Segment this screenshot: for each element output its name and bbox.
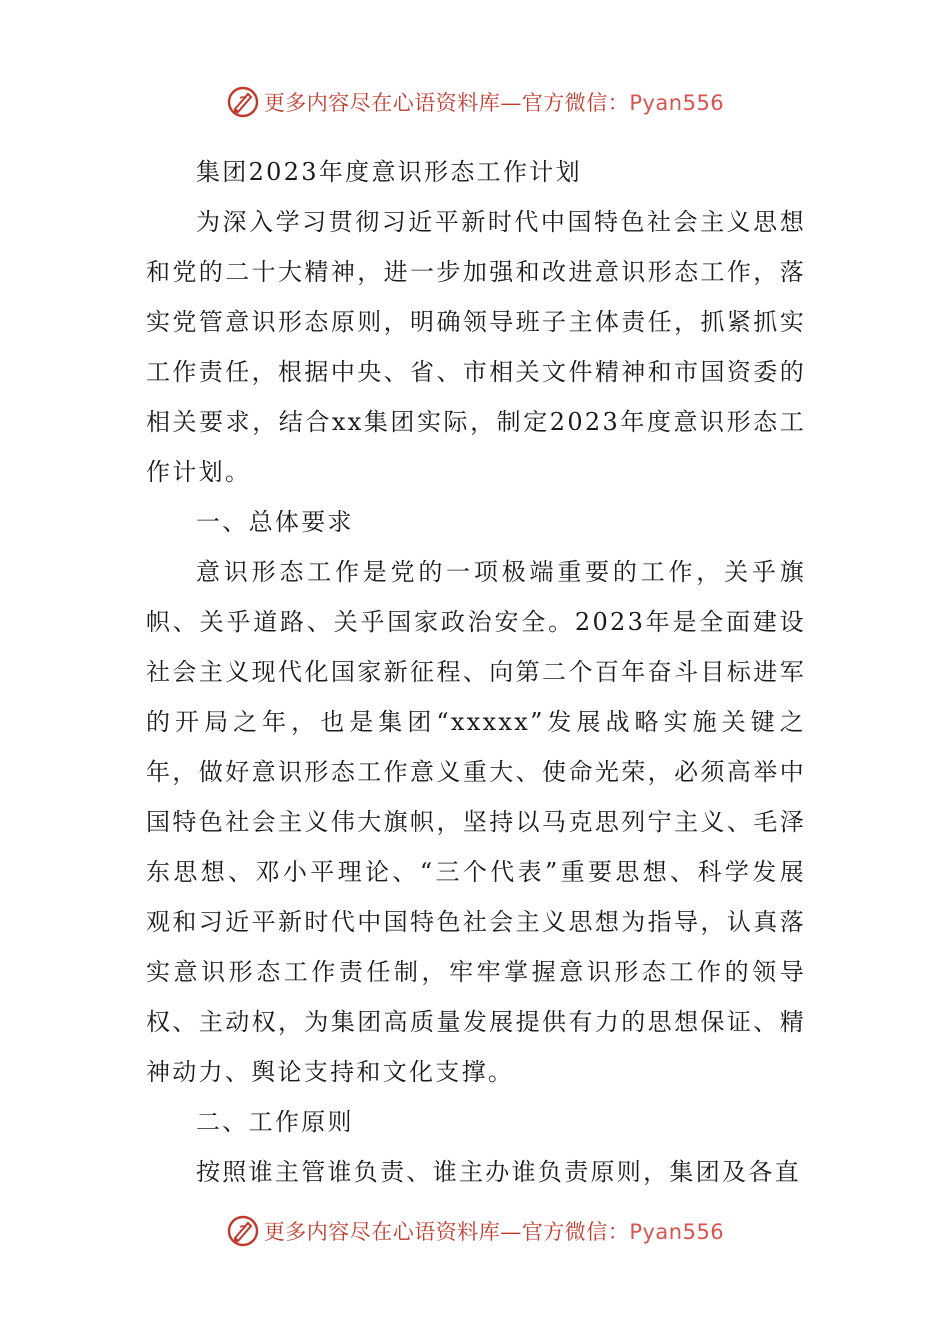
pen-circle-logo-icon bbox=[226, 85, 260, 119]
banner-text bbox=[264, 87, 724, 117]
banner-separator: — bbox=[500, 1220, 522, 1244]
banner-text bbox=[264, 1216, 724, 1246]
section-paragraph-work-principles: 按照谁主管谁负责、谁主办谁负责原则，集团及各直 bbox=[196, 1158, 801, 1186]
section-heading-overall-requirements: 一、总体要求 bbox=[196, 508, 354, 536]
banner-contact-prefix: 官方微信： bbox=[521, 91, 630, 115]
document-title: 集团2023年度意识形态工作计划 bbox=[196, 158, 582, 186]
section-paragraph-overall-requirements: 意识形态工作是党的一项极端重要的工作，关乎旗帜、关乎道路、关乎国家政治安全。2023年是全面建设社会主义现代化国家新征程、向第二个百年奋斗目标进军的开局之年，也是集团“xxxxx”发展战略实施关键之年，做好意识形态工作意义重大、使命光荣，必须高举中国特色社会主义伟大旗帜，坚持以马克思列宁主义、毛泽东思想、邓小平理论、“三个代表”重要思想、科学发展观和习近平新时代中国特色社会主义思想为指导，认真落实意识形态工作责任制，牢牢掌握意识形态工作的领导权、主动权，为集团高质量发展提供有力的思想保证、精神动力、舆论支持和文化支撑。 bbox=[146, 558, 806, 1086]
pen-circle-logo-icon bbox=[226, 1214, 260, 1248]
banner-contact-prefix: 官方微信： bbox=[521, 1220, 630, 1244]
section-heading-work-principles: 二、工作原则 bbox=[196, 1108, 354, 1136]
header-watermark-banner bbox=[0, 82, 950, 122]
document-body bbox=[146, 147, 806, 1197]
intro-paragraph: 为深入学习贯彻习近平新时代中国特色社会主义思想和党的二十大精神，进一步加强和改进意识形态工作，落实党管意识形态原则，明确领导班子主体责任，抓紧抓实工作责任，根据中央、省、市相关文件精神和市国资委的相关要求，结合xx集团实际，制定2023年度意识形态工作计划。 bbox=[146, 208, 806, 486]
banner-main-text: 更多内容尽在心语资料库 bbox=[263, 91, 501, 115]
banner-main-text: 更多内容尽在心语资料库 bbox=[263, 1220, 501, 1244]
banner-contact-id: Pyan556 bbox=[629, 1220, 725, 1244]
banner-contact-id: Pyan556 bbox=[629, 91, 725, 115]
footer-watermark-banner bbox=[0, 1211, 950, 1251]
banner-separator: — bbox=[500, 91, 522, 115]
